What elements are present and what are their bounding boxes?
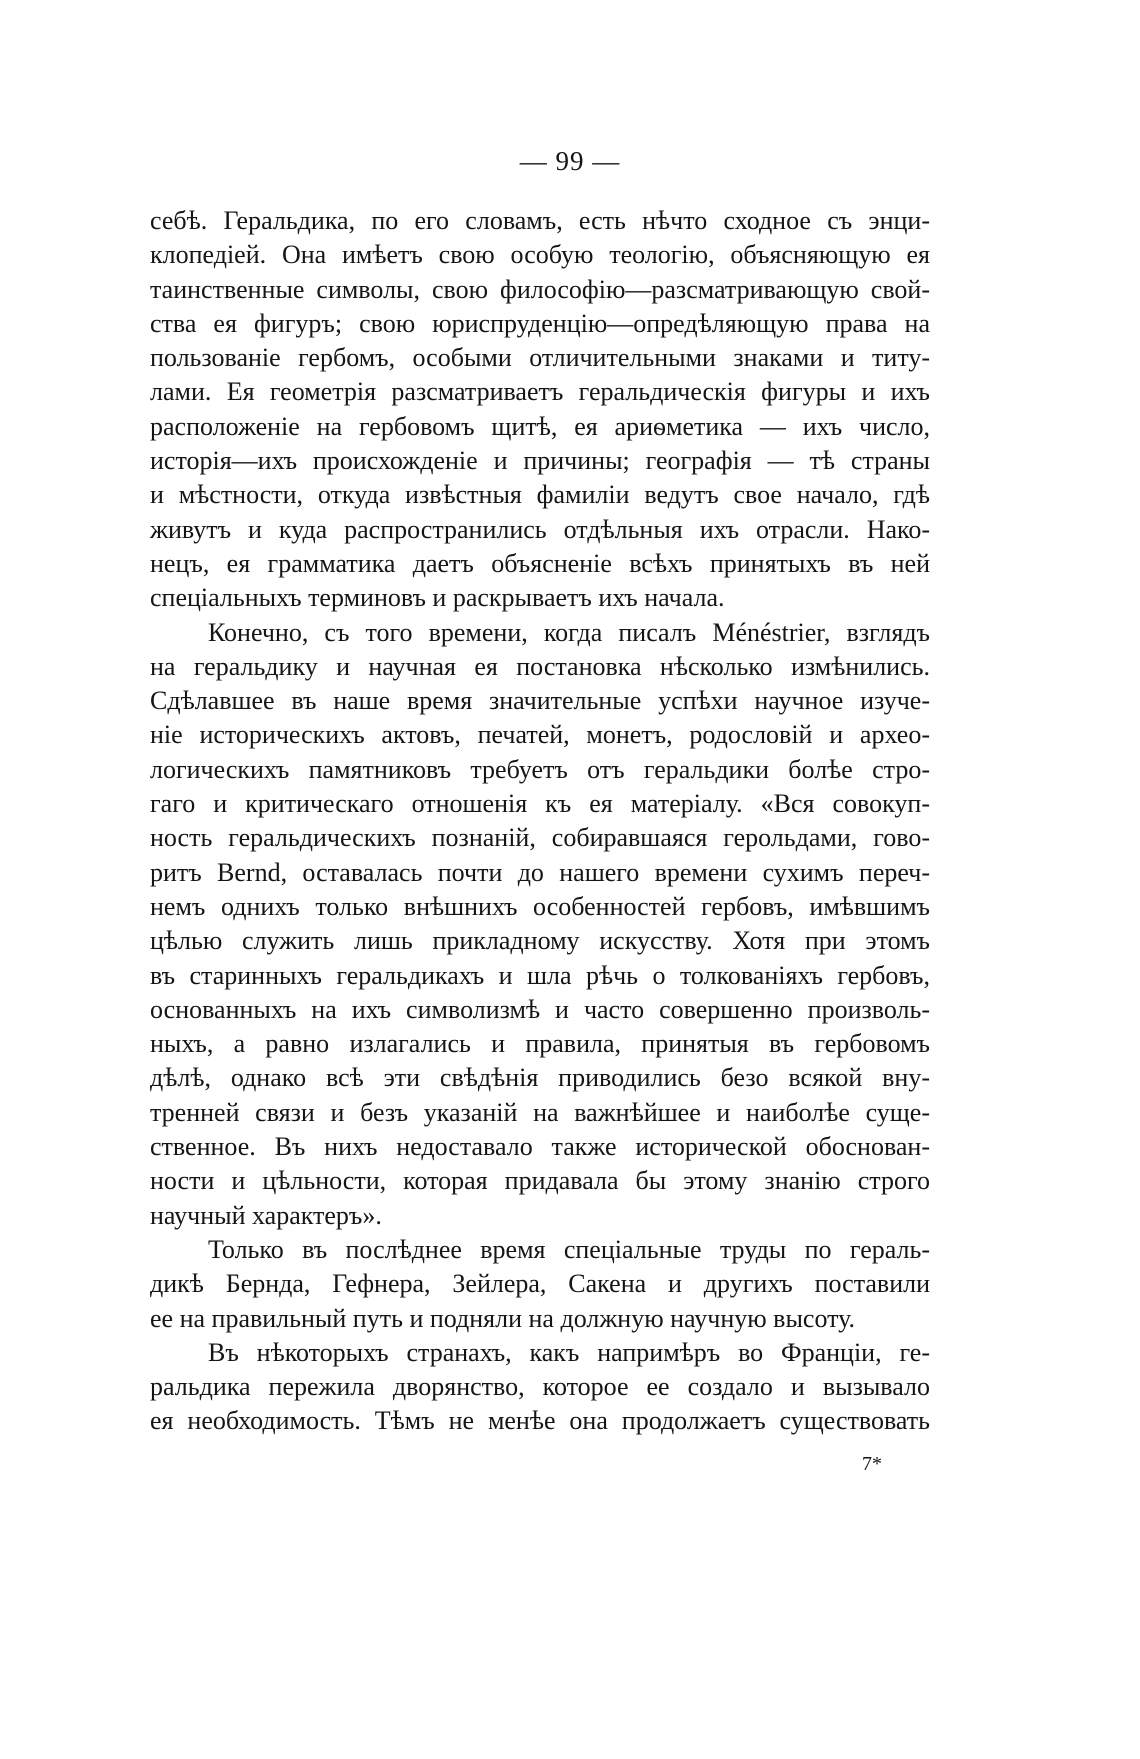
- text-line: ственное. Въ нихъ недоставало также исторической обоснован-: [150, 1132, 930, 1162]
- text-line: расположеніе на гербовомъ щитѣ, ея ариѳметика — ихъ число,: [150, 411, 930, 441]
- page-number: — 99 —: [519, 146, 621, 176]
- text-line: нецъ, ея грамматика даетъ объясненіе всѣхъ принятыхъ въ ней: [150, 548, 930, 578]
- text-line: исторія—ихъ происхожденіе и причины; географія — тѣ страны: [150, 446, 930, 476]
- text-line: дикѣ Бернда, Гефнера, Зейлера, Сакена и другихъ поставили: [150, 1269, 930, 1299]
- text-line: Конечно, съ того времени, когда писалъ Ménéstrier, взглядъ: [208, 617, 930, 647]
- text-line: дѣлѣ, однако всѣ эти свѣдѣнія приводились безо всякой вну-: [150, 1063, 930, 1093]
- text-line: логическихъ памятниковъ требуетъ отъ геральдики болѣе стро-: [150, 754, 930, 784]
- body-text: [150, 204, 930, 1439]
- signature-mark: 7*: [862, 1453, 882, 1475]
- text-line: основанныхъ на ихъ символизмѣ и часто совершенно произволь-: [150, 994, 930, 1024]
- text-line: ныхъ, а равно излагались и правила, принятыя въ гербовомъ: [150, 1029, 930, 1059]
- text-line: ее на правильный путь и подняли на должную научную высоту.: [150, 1303, 856, 1333]
- text-line: лами. Ея геометрія разсматриваетъ геральдическія фигуры и ихъ: [150, 377, 930, 407]
- text-line: таинственные символы, свою философію—разсматривающую свой-: [150, 274, 930, 304]
- text-line: Сдѣлавшее въ наше время значительные успѣхи научное изуче-: [150, 686, 930, 716]
- text-line: пользованіе гербомъ, особыми отличительными знаками и титу-: [150, 343, 930, 373]
- text-line: спеціальныхъ терминовъ и раскрываетъ ихъ начала.: [150, 583, 725, 613]
- text-line: на геральдику и научная ея постановка нѣсколько измѣнились.: [150, 651, 930, 681]
- text-line: клопедіей. Она имѣетъ свою особую теологію, объясняющую ея: [150, 240, 930, 270]
- text-line: Въ нѣкоторыхъ странахъ, какъ напримѣръ во Франціи, ге-: [208, 1337, 930, 1367]
- text-line: ніе историческихъ актовъ, печатей, монетъ, родословій и архео-: [150, 720, 930, 750]
- text-line: въ старинныхъ геральдикахъ и шла рѣчь о толкованіяхъ гербовъ,: [150, 960, 930, 990]
- text-line: ральдика пережила дворянство, которое ее создало и вызывало: [150, 1372, 930, 1402]
- text-line: себѣ. Геральдика, по его словамъ, есть нѣчто сходное съ энци-: [150, 206, 930, 235]
- text-line: гаго и критическаго отношенія къ ея матеріалу. «Вся совокуп-: [150, 789, 930, 819]
- text-line: немъ однихъ только внѣшнихъ особенностей гербовъ, имѣвшимъ: [150, 891, 930, 921]
- text-line: и мѣстности, откуда извѣстныя фамиліи ведутъ свое начало, гдѣ: [150, 480, 930, 510]
- text-line: тренней связи и безъ указаній на важнѣйшее и наиболѣе суще-: [150, 1097, 930, 1127]
- text-line: научный характеръ».: [150, 1200, 382, 1230]
- text-line: цѣлью служить лишь прикладному искусству. Хотя при этомъ: [150, 926, 930, 956]
- text-line: ея необходимость. Тѣмъ не менѣе она продолжаетъ существовать: [150, 1406, 930, 1436]
- text-line: ритъ Bernd, оставалась почти до нашего времени сухимъ переч-: [150, 857, 930, 887]
- text-line: живутъ и куда распространились отдѣльныя ихъ отрасли. Нако-: [150, 514, 930, 544]
- text-line: ности и цѣльности, которая придавала бы этому знанію строго: [150, 1166, 930, 1196]
- text-line: Только въ послѣднее время спеціальные труды по гераль-: [208, 1234, 930, 1264]
- text-line: ность геральдическихъ познаній, собиравшаяся герольдами, гово-: [150, 823, 930, 853]
- text-line: ства ея фигуръ; свою юриспруденцію—опредѣляющую права на: [150, 308, 930, 338]
